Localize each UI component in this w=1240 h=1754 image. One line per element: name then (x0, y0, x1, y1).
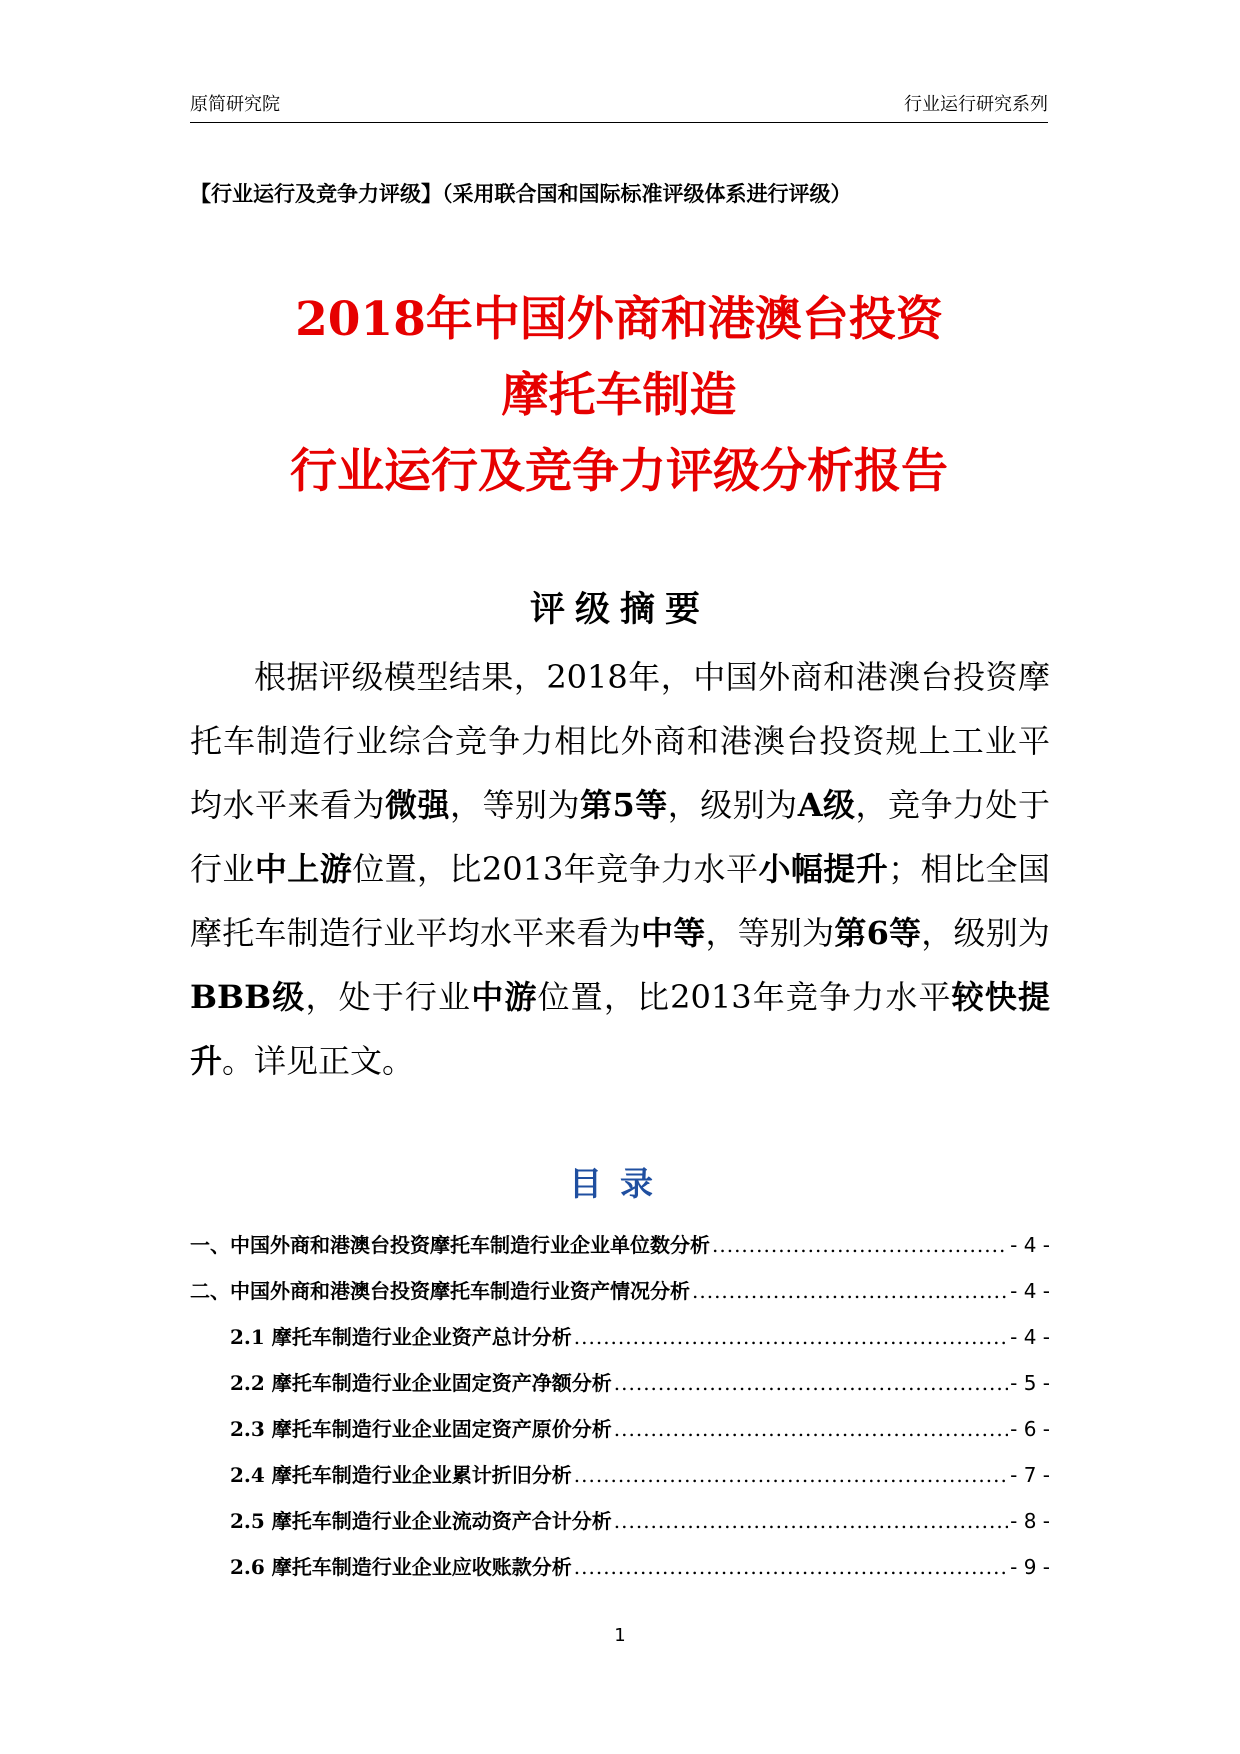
toc-item[interactable] (190, 1498, 1050, 1544)
summary-highlight: 小幅提升 (758, 850, 889, 888)
toc-item-page: - 9 - (1010, 1555, 1050, 1579)
toc-item-page: - 5 - (1010, 1371, 1050, 1395)
toc-item[interactable] (190, 1544, 1050, 1590)
summary-text: 位置，比2013年竞争力水平 (352, 850, 759, 888)
table-of-contents (190, 1222, 1050, 1590)
header-series: 行业运行研究系列 (904, 94, 1048, 115)
summary-text: ，等别为 (449, 786, 580, 824)
toc-item-page: - 4 - (1010, 1279, 1050, 1303)
summary-heading: 评级摘要 (529, 590, 710, 630)
toc-item-page: - 4 - (1010, 1233, 1050, 1257)
toc-leader-dots (692, 1268, 1008, 1314)
toc-item-page: - 8 - (1010, 1509, 1050, 1533)
title-line-2: 摩托车制造 (501, 368, 737, 423)
page-header (190, 86, 1048, 123)
toc-leader-dots (574, 1314, 1008, 1360)
toc-item[interactable] (190, 1314, 1050, 1360)
summary-body (190, 645, 1050, 1093)
summary-paragraph (190, 645, 1050, 1093)
toc-leader-dots (712, 1222, 1008, 1268)
summary-highlight: 中游 (471, 978, 538, 1016)
rating-line: 【行业运行及竞争力评级】（采用联合国和国际标准评级体系进行评级） (190, 181, 852, 206)
summary-text: ，竞争力处于行业 (190, 786, 1050, 888)
toc-item-label: 2.1 摩托车制造行业企业资产总计分析 (230, 1325, 572, 1349)
toc-item[interactable] (190, 1268, 1050, 1314)
toc-leader-dots (574, 1452, 1008, 1498)
header-org: 原简研究院 (190, 94, 280, 115)
title-line-1: 2018年中国外商和港澳台投资 (295, 292, 943, 347)
summary-highlight: 较快提升 (190, 978, 1050, 1080)
summary-highlight: 第6等 (834, 914, 922, 952)
toc-item-label: 2.2 摩托车制造行业企业固定资产净额分析 (230, 1371, 612, 1395)
toc-item[interactable] (190, 1222, 1050, 1268)
summary-text: ，处于行业 (305, 978, 472, 1016)
toc-item-label: 二、中国外商和港澳台投资摩托车制造行业资产情况分析 (190, 1279, 690, 1303)
toc-item-page: - 4 - (1010, 1325, 1050, 1349)
page-number: 1 (614, 1625, 626, 1646)
toc-item-label: 一、中国外商和港澳台投资摩托车制造行业企业单位数分析 (190, 1233, 710, 1257)
summary-highlight: 中等 (641, 914, 706, 952)
title-line-3: 行业运行及竞争力评级分析报告 (290, 444, 948, 499)
summary-text: ，级别为 (921, 914, 1050, 952)
toc-item[interactable] (190, 1406, 1050, 1452)
toc-leader-dots (614, 1498, 1008, 1544)
summary-highlight: 中上游 (254, 850, 353, 888)
summary-highlight: BBB级 (190, 978, 306, 1016)
toc-item-label: 2.6 摩托车制造行业企业应收账款分析 (230, 1555, 572, 1579)
toc-item-label: 2.5 摩托车制造行业企业流动资产合计分析 (230, 1509, 612, 1533)
summary-text: 根据评级模型结果，2018年，中国外商和港澳台投资摩托车制造行业综合竞争力相比外商和港澳台投资规上工业平均水平来看为 (190, 658, 1050, 824)
toc-item-label: 2.4 摩托车制造行业企业累计折旧分析 (230, 1463, 572, 1487)
summary-highlight: 微强 (384, 786, 450, 824)
toc-leader-dots (614, 1406, 1008, 1452)
summary-text: 。详见正文。 (222, 1042, 415, 1080)
summary-highlight: 第5等 (579, 786, 668, 824)
toc-leader-dots (614, 1360, 1008, 1406)
summary-text: 位置，比2013年竞争力水平 (537, 978, 952, 1016)
toc-leader-dots (574, 1544, 1008, 1590)
summary-text: ；相比全国摩托车制造行业平均水平来看为 (190, 850, 1050, 952)
toc-item-page: - 7 - (1010, 1463, 1050, 1487)
toc-heading: 目录 (569, 1164, 671, 1203)
toc-item-page: - 6 - (1010, 1417, 1050, 1441)
toc-item[interactable] (190, 1360, 1050, 1406)
toc-item[interactable] (190, 1452, 1050, 1498)
summary-text: ，级别为 (667, 786, 798, 824)
report-title (190, 282, 1048, 510)
summary-text: ，等别为 (705, 914, 835, 952)
summary-highlight: A级 (797, 786, 856, 824)
toc-item-label: 2.3 摩托车制造行业企业固定资产原价分析 (230, 1417, 612, 1441)
